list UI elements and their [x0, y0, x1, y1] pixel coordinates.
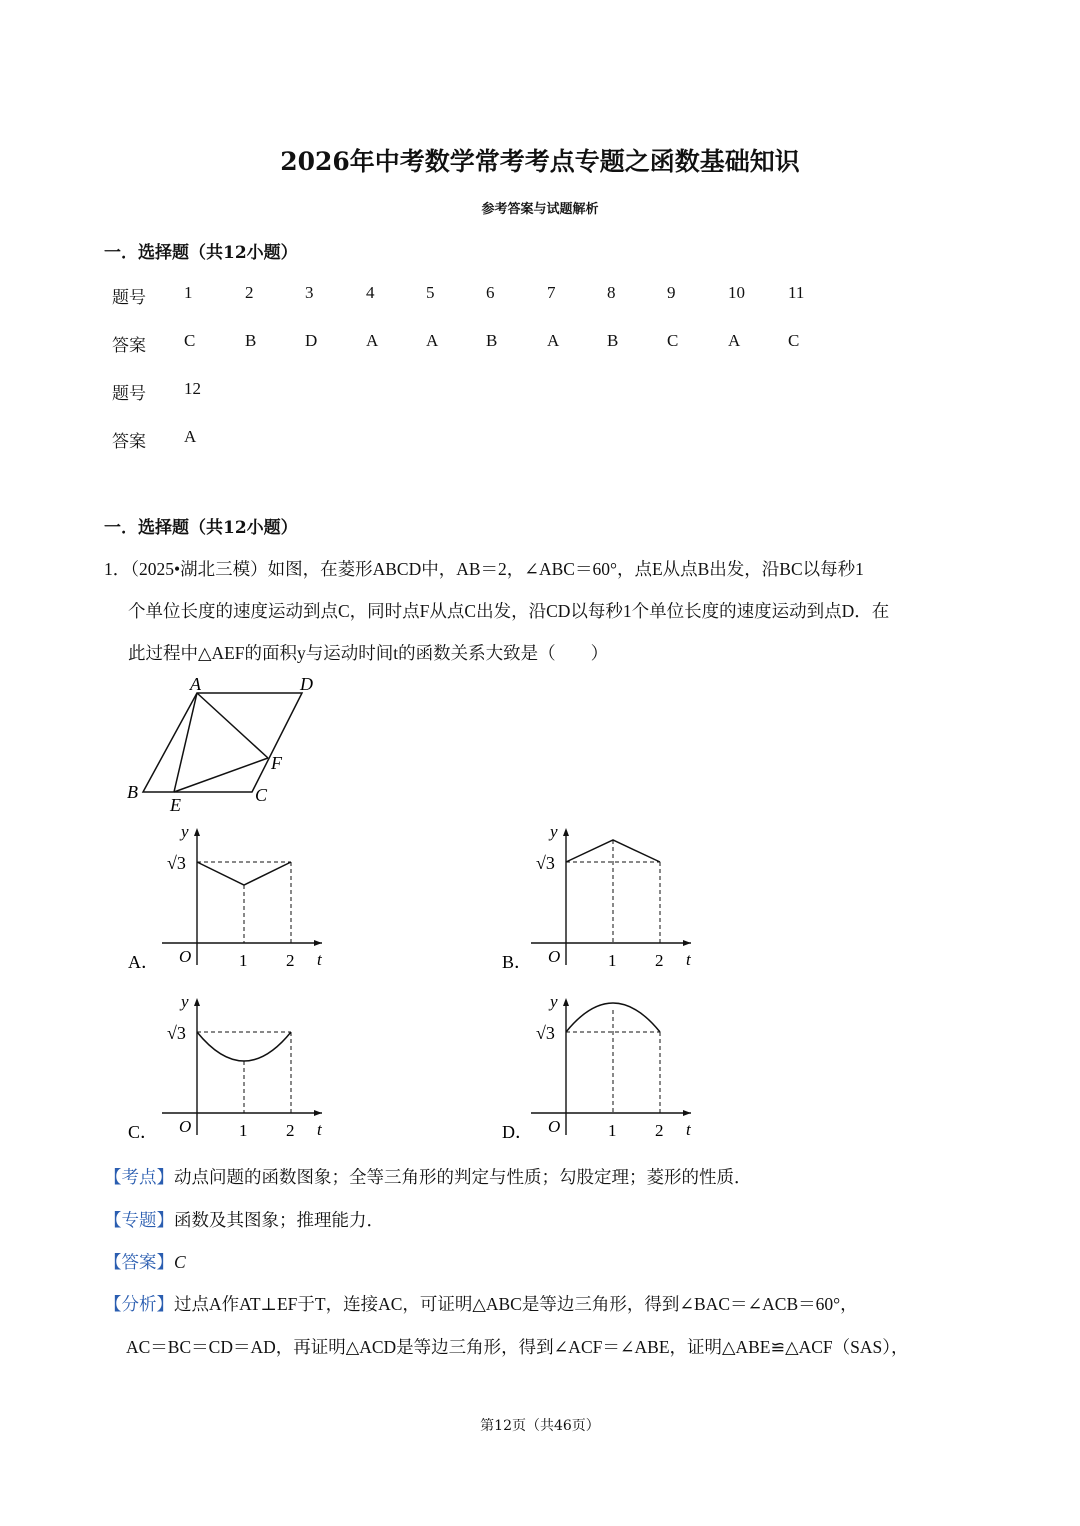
table-cell: C — [667, 331, 679, 350]
label-c: C — [255, 785, 268, 805]
option-label-c: C． — [128, 1122, 159, 1142]
table-cell: 8 — [607, 283, 616, 302]
table-cell: B — [245, 331, 257, 350]
question-line-2: 个单位长度的速度运动到点C，同时点F从点C出发，沿CD以每秒1个单位长度的速度运动到点D．在 — [128, 601, 890, 621]
fenxi-line-1 — [104, 1291, 858, 1316]
t-axis-label: t — [317, 950, 322, 969]
origin-label: O — [548, 947, 561, 966]
table-row-label: 题号 — [112, 288, 146, 307]
table-cell: A — [728, 331, 741, 350]
tick-sqrt3: √3 — [536, 853, 555, 873]
tick-sqrt3: √3 — [536, 1023, 555, 1043]
table-cell: A — [366, 331, 379, 350]
y-axis-label: y — [550, 822, 558, 841]
tick-1: 1 — [608, 951, 617, 970]
rhombus-figure — [143, 693, 302, 792]
fenxi-text-1: 过点A作AT⊥EF于T，连接AC，可证明△ABC是等边三角形，得到∠BAC＝∠ACB＝60°， — [174, 1294, 858, 1314]
table-cell: A — [184, 427, 197, 446]
table-cell: 5 — [426, 283, 435, 302]
table-cell: 12 — [184, 379, 201, 398]
tick-1: 1 — [239, 1121, 248, 1140]
table-cell: 11 — [788, 283, 805, 302]
graph-option-a[interactable] — [162, 822, 323, 970]
t-axis-label: t — [686, 1120, 691, 1139]
label-e: E — [170, 795, 181, 815]
page-footer: 第12页（共46页） — [480, 1418, 600, 1434]
question-line-3: 此过程中△AEF的面积y与运动时间t的函数关系大致是（ ） — [128, 643, 609, 663]
subtitle: 参考答案与试题解析 — [481, 202, 599, 217]
table-cell: B — [607, 331, 619, 350]
label-a: A — [190, 674, 201, 694]
question-line-1: 1．（2025•湖北三模）如图，在菱形ABCD中，AB＝2，∠ABC＝60°，点E从点B出发，沿BC以每秒1 — [104, 559, 864, 579]
option-label-d: D． — [502, 1122, 533, 1142]
y-axis-label: y — [550, 992, 558, 1011]
origin-label: O — [179, 1117, 192, 1136]
table-cell: B — [486, 331, 498, 350]
tick-1: 1 — [608, 1121, 617, 1140]
page-title: 2026年中考数学常考考点专题之函数基础知识 — [280, 147, 800, 176]
y-axis-label: y — [181, 992, 189, 1011]
option-label-b: B． — [502, 952, 533, 972]
table-cell: A — [547, 331, 560, 350]
fenxi-line-2: AC＝BC＝CD＝AD，再证明△ACD是等边三角形，得到∠ACF＝∠ABE，证明△ABE≌△ACF（SAS）， — [126, 1337, 909, 1357]
graph-option-b[interactable] — [531, 822, 692, 970]
table-cell: D — [305, 331, 318, 350]
origin-label: O — [179, 947, 192, 966]
table-cell: 9 — [667, 283, 676, 302]
tick-2: 2 — [655, 1121, 664, 1140]
zhuanti-tag: 【专题】 — [104, 1210, 174, 1230]
table-cell: C — [184, 331, 196, 350]
section-heading-2: 一．选择题（共12小题） — [104, 518, 298, 538]
tick-2: 2 — [286, 951, 295, 970]
tick-2: 2 — [655, 951, 664, 970]
answer-tag: 【答案】 — [104, 1252, 174, 1272]
kaodian-line — [104, 1164, 752, 1189]
table-cell: A — [426, 331, 439, 350]
zhuanti-text: 函数及其图象；推理能力． — [174, 1210, 384, 1230]
t-axis-label: t — [686, 950, 691, 969]
option-label-a: A． — [128, 952, 159, 972]
table-cell: C — [788, 331, 800, 350]
origin-label: O — [548, 1117, 561, 1136]
label-f: F — [271, 753, 282, 773]
table-cell: 1 — [184, 283, 193, 302]
answer-line — [104, 1249, 186, 1274]
kaodian-text: 动点问题的函数图象；全等三角形的判定与性质；勾股定理；菱形的性质． — [174, 1167, 752, 1187]
tick-1: 1 — [239, 951, 248, 970]
t-axis-label: t — [317, 1120, 322, 1139]
table-cell: 10 — [728, 283, 745, 302]
table-cell: 4 — [366, 283, 375, 302]
tick-2: 2 — [286, 1121, 295, 1140]
y-axis-label: y — [181, 822, 189, 841]
tick-sqrt3: √3 — [167, 1023, 186, 1043]
table-row-label: 答案 — [112, 432, 146, 451]
table-cell: 7 — [547, 283, 556, 302]
table-cell: 3 — [305, 283, 314, 302]
table-row-label: 答案 — [112, 336, 146, 355]
kaodian-tag: 【考点】 — [104, 1167, 174, 1187]
label-b: B — [127, 782, 138, 802]
section-heading: 一．选择题（共12小题） — [104, 243, 298, 263]
table-cell: 6 — [486, 283, 495, 302]
tick-sqrt3: √3 — [167, 853, 186, 873]
table-cell: 2 — [245, 283, 254, 302]
fenxi-tag: 【分析】 — [104, 1294, 174, 1314]
answer-text: C — [174, 1252, 186, 1272]
table-row-label: 题号 — [112, 384, 146, 403]
graph-option-d[interactable] — [531, 992, 692, 1140]
zhuanti-line — [104, 1207, 384, 1232]
label-d: D — [300, 674, 313, 694]
graph-option-c[interactable] — [162, 992, 323, 1140]
